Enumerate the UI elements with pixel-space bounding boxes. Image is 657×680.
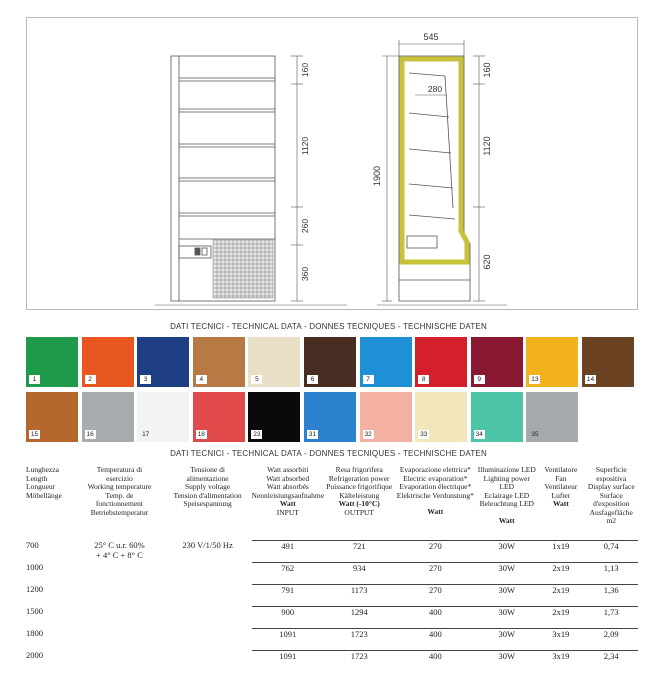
header-fan [537,466,584,526]
cell-fan: 2x19 [537,562,584,584]
cell-led: 30W [476,650,537,672]
cell-length: 2000 [26,650,43,660]
header-led [476,466,537,526]
header-line: Beleuchtung LED [479,499,534,508]
swatch-number: 4 [196,375,207,384]
header-line: Kälteleistung [339,490,380,500]
cell-voltage: 230 V/1/50 Hz [182,540,233,550]
side-dim-3: 620 [482,254,492,270]
cell-length: 1200 [26,584,43,594]
color-swatch [248,337,300,387]
header-line: Superficie [595,465,627,474]
swatch-number: 9 [474,375,485,384]
front-grille [213,240,273,298]
header-line: Display surface [587,482,635,491]
swatch-number: 13 [531,376,539,383]
swatch-number: 6 [307,375,318,384]
header-line: Möbellänge [26,490,62,500]
front-dim-2: 1120 [300,136,310,156]
section-title-specs: DATI TECNICI - TECHNICAL DATA - DONNES TECNIQUES - TECHNISCHE DATEN [170,449,487,458]
swatch-number: 18 [197,431,205,438]
cell-fan: 3x19 [537,650,584,672]
cell-input: 762 [252,562,324,584]
front-dim-4: 360 [300,266,310,282]
color-swatch [526,392,578,442]
header-line: Working temperature [87,482,152,491]
cell-surface: 2,09 [584,628,638,650]
color-swatch [193,392,245,442]
color-swatch [304,392,356,442]
color-swatch [415,392,467,442]
cell-input: 791 [252,584,324,606]
header-line: Watt absorbed [266,473,310,483]
header-refrigeration [324,466,394,526]
cell-input: 900 [252,606,324,628]
header-line: Evaporazione elettrica* [399,465,471,474]
front-dim-1: 160 [300,62,310,78]
header-watt-unit: Watt [279,499,296,508]
header-line: Tension d'alimentation [173,490,242,500]
header-line: Illuminazione LED [477,465,536,474]
header-fan-unit: Watt [552,499,569,508]
cell-fan: 2x19 [537,606,584,628]
header-watt-absorbed [252,466,324,526]
header-watt-output: Watt (-10°C) [338,499,380,508]
header-length [26,466,75,526]
header-line: Tensione di [190,465,225,474]
cell-surface: 1,13 [584,562,638,584]
cell-fan: 3x19 [537,628,584,650]
cell-evaporation: 270 [394,562,476,584]
side-height-dimension [382,56,399,301]
header-line: Lighting power LED [483,473,530,491]
cell-input: 491 [252,540,324,562]
cell-surface: 2,34 [584,650,638,672]
header-line: Fan [555,473,567,483]
header-line: esercizio [106,473,133,483]
header-line: m2 [606,516,617,525]
swatch-number: 35 [531,431,539,438]
cell-led: 30W [476,562,537,584]
cell-input: 1091 [252,650,324,672]
header-led-unit: Watt [498,515,515,525]
temperature-range: + 4° C + 8° C [96,550,143,560]
header-line: Refrigeration power [328,473,390,483]
header-line: fonctionnement [95,499,143,508]
header-line: Surface [599,490,623,500]
cell-output: 721 [324,540,394,562]
color-swatch [137,392,189,442]
swatch-number: 1 [29,375,40,384]
front-dimension-line [291,56,303,301]
cell-led: 30W [476,584,537,606]
color-swatch [415,337,467,387]
color-swatch [360,337,412,387]
cell-evaporation: 270 [394,584,476,606]
header-line: Electric evaporation* [403,473,468,483]
side-dim-1: 160 [482,62,492,78]
header-line: Lunghezza [26,465,59,474]
header-evaporation [394,466,476,526]
swatch-number: 15 [30,431,39,438]
front-dim-3: 260 [300,218,310,234]
cell-length: 1000 [26,562,43,572]
header-line: Resa frigorifera [335,465,383,474]
header-line: Longueur [26,482,56,491]
color-swatch [304,337,356,387]
header-line: Watt absorbés [266,482,309,491]
header-line: Length [26,473,48,483]
header-line: d'exposition [593,499,630,508]
spec-table [26,466,638,672]
header-line: espositiva [596,473,627,483]
header-line: Ventilateur [544,482,578,491]
cell-fan: 1x19 [537,540,584,562]
swatch-number: 31 [308,431,317,438]
technical-drawing-frame [26,17,638,310]
header-line: Ausfagefläche [589,507,633,517]
swatch-number: 23 [253,431,261,438]
side-dim-2: 1120 [482,136,492,156]
color-swatch [248,392,300,442]
swatch-number: 8 [418,375,429,384]
swatch-number: 2 [85,375,96,384]
cell-led: 30W [476,628,537,650]
cell-evaporation: 400 [394,606,476,628]
color-swatch [360,392,412,442]
table-header-row [26,466,638,526]
cell-length: 1800 [26,628,43,638]
header-surface [584,466,638,526]
cell-evaporation: 400 [394,650,476,672]
swatch-number: 7 [363,375,374,384]
swatch-number: 3 [140,375,151,384]
swatch-number: 17 [142,431,150,438]
cell-input: 1091 [252,628,324,650]
header-line: alimentazione [186,473,229,483]
cell-output: 1294 [324,606,394,628]
swatch-number: 32 [364,431,372,438]
header-line: Supply voltage [184,482,231,491]
cell-output: 1723 [324,628,394,650]
header-line: Betriebstemperatur [90,507,149,517]
cell-evaporation: 400 [394,628,476,650]
header-line: Temp. de [105,490,134,500]
header-line: Speisespannung [183,499,232,508]
header-line: Evaporation électrique* [399,482,472,491]
section-title-colors: DATI TECNICI - TECHNICAL DATA - DONNES TECNIQUES - TECHNISCHE DATEN [170,322,487,331]
cell-surface: 1,36 [584,584,638,606]
header-temperature [75,466,163,526]
header-line: Puissance frigorifique [326,482,393,491]
cell-fan: 2x19 [537,584,584,606]
header-input-label: INPUT [276,507,299,517]
color-swatch [193,337,245,387]
cell-output: 1723 [324,650,394,672]
technical-drawing [27,18,639,311]
cell-led: 30W [476,540,537,562]
swatch-number: 34 [475,431,483,438]
header-line: Lufter [551,490,571,500]
total-height-label: 1900 [372,165,382,187]
temperature-value: 25° C u.r. 60% [94,540,145,550]
color-swatch [26,392,78,442]
cell-output: 1173 [324,584,394,606]
header-line: Eclairage LED [484,490,530,500]
header-line: Ventilatore [544,465,578,474]
color-swatch [471,337,523,387]
swatch-number: 16 [86,431,94,438]
swatch-number: 33 [420,431,428,438]
color-swatch [137,337,189,387]
cell-evaporation: 270 [394,540,476,562]
side-width-label: 545 [423,32,439,42]
shelf-depth-label: 280 [427,84,443,94]
cell-surface: 1,73 [584,606,638,628]
header-evap-unit: Watt [427,507,444,516]
swatch-number: 5 [251,375,262,384]
header-line: Elektrische Verdunstung* [396,490,474,500]
table-row [26,540,638,562]
cell-led: 30W [476,606,537,628]
cell-length: 1500 [26,606,43,616]
color-swatch [82,392,134,442]
color-swatch [526,337,578,387]
color-swatch [82,337,134,387]
header-line: Temperatura di [96,465,143,474]
cell-length: 700 [26,540,39,550]
color-swatch [26,337,78,387]
color-swatch [471,392,523,442]
color-swatch [582,337,634,387]
header-output-label: OUTPUT [344,507,375,517]
cell-temperature [75,540,163,672]
cell-surface: 0,74 [584,540,638,562]
header-voltage [164,466,252,526]
header-line: Nennleistungsaufnahme [251,490,325,500]
swatch-number: 14 [586,376,595,383]
header-line: Watt assorbiti [267,465,309,474]
cell-output: 934 [324,562,394,584]
